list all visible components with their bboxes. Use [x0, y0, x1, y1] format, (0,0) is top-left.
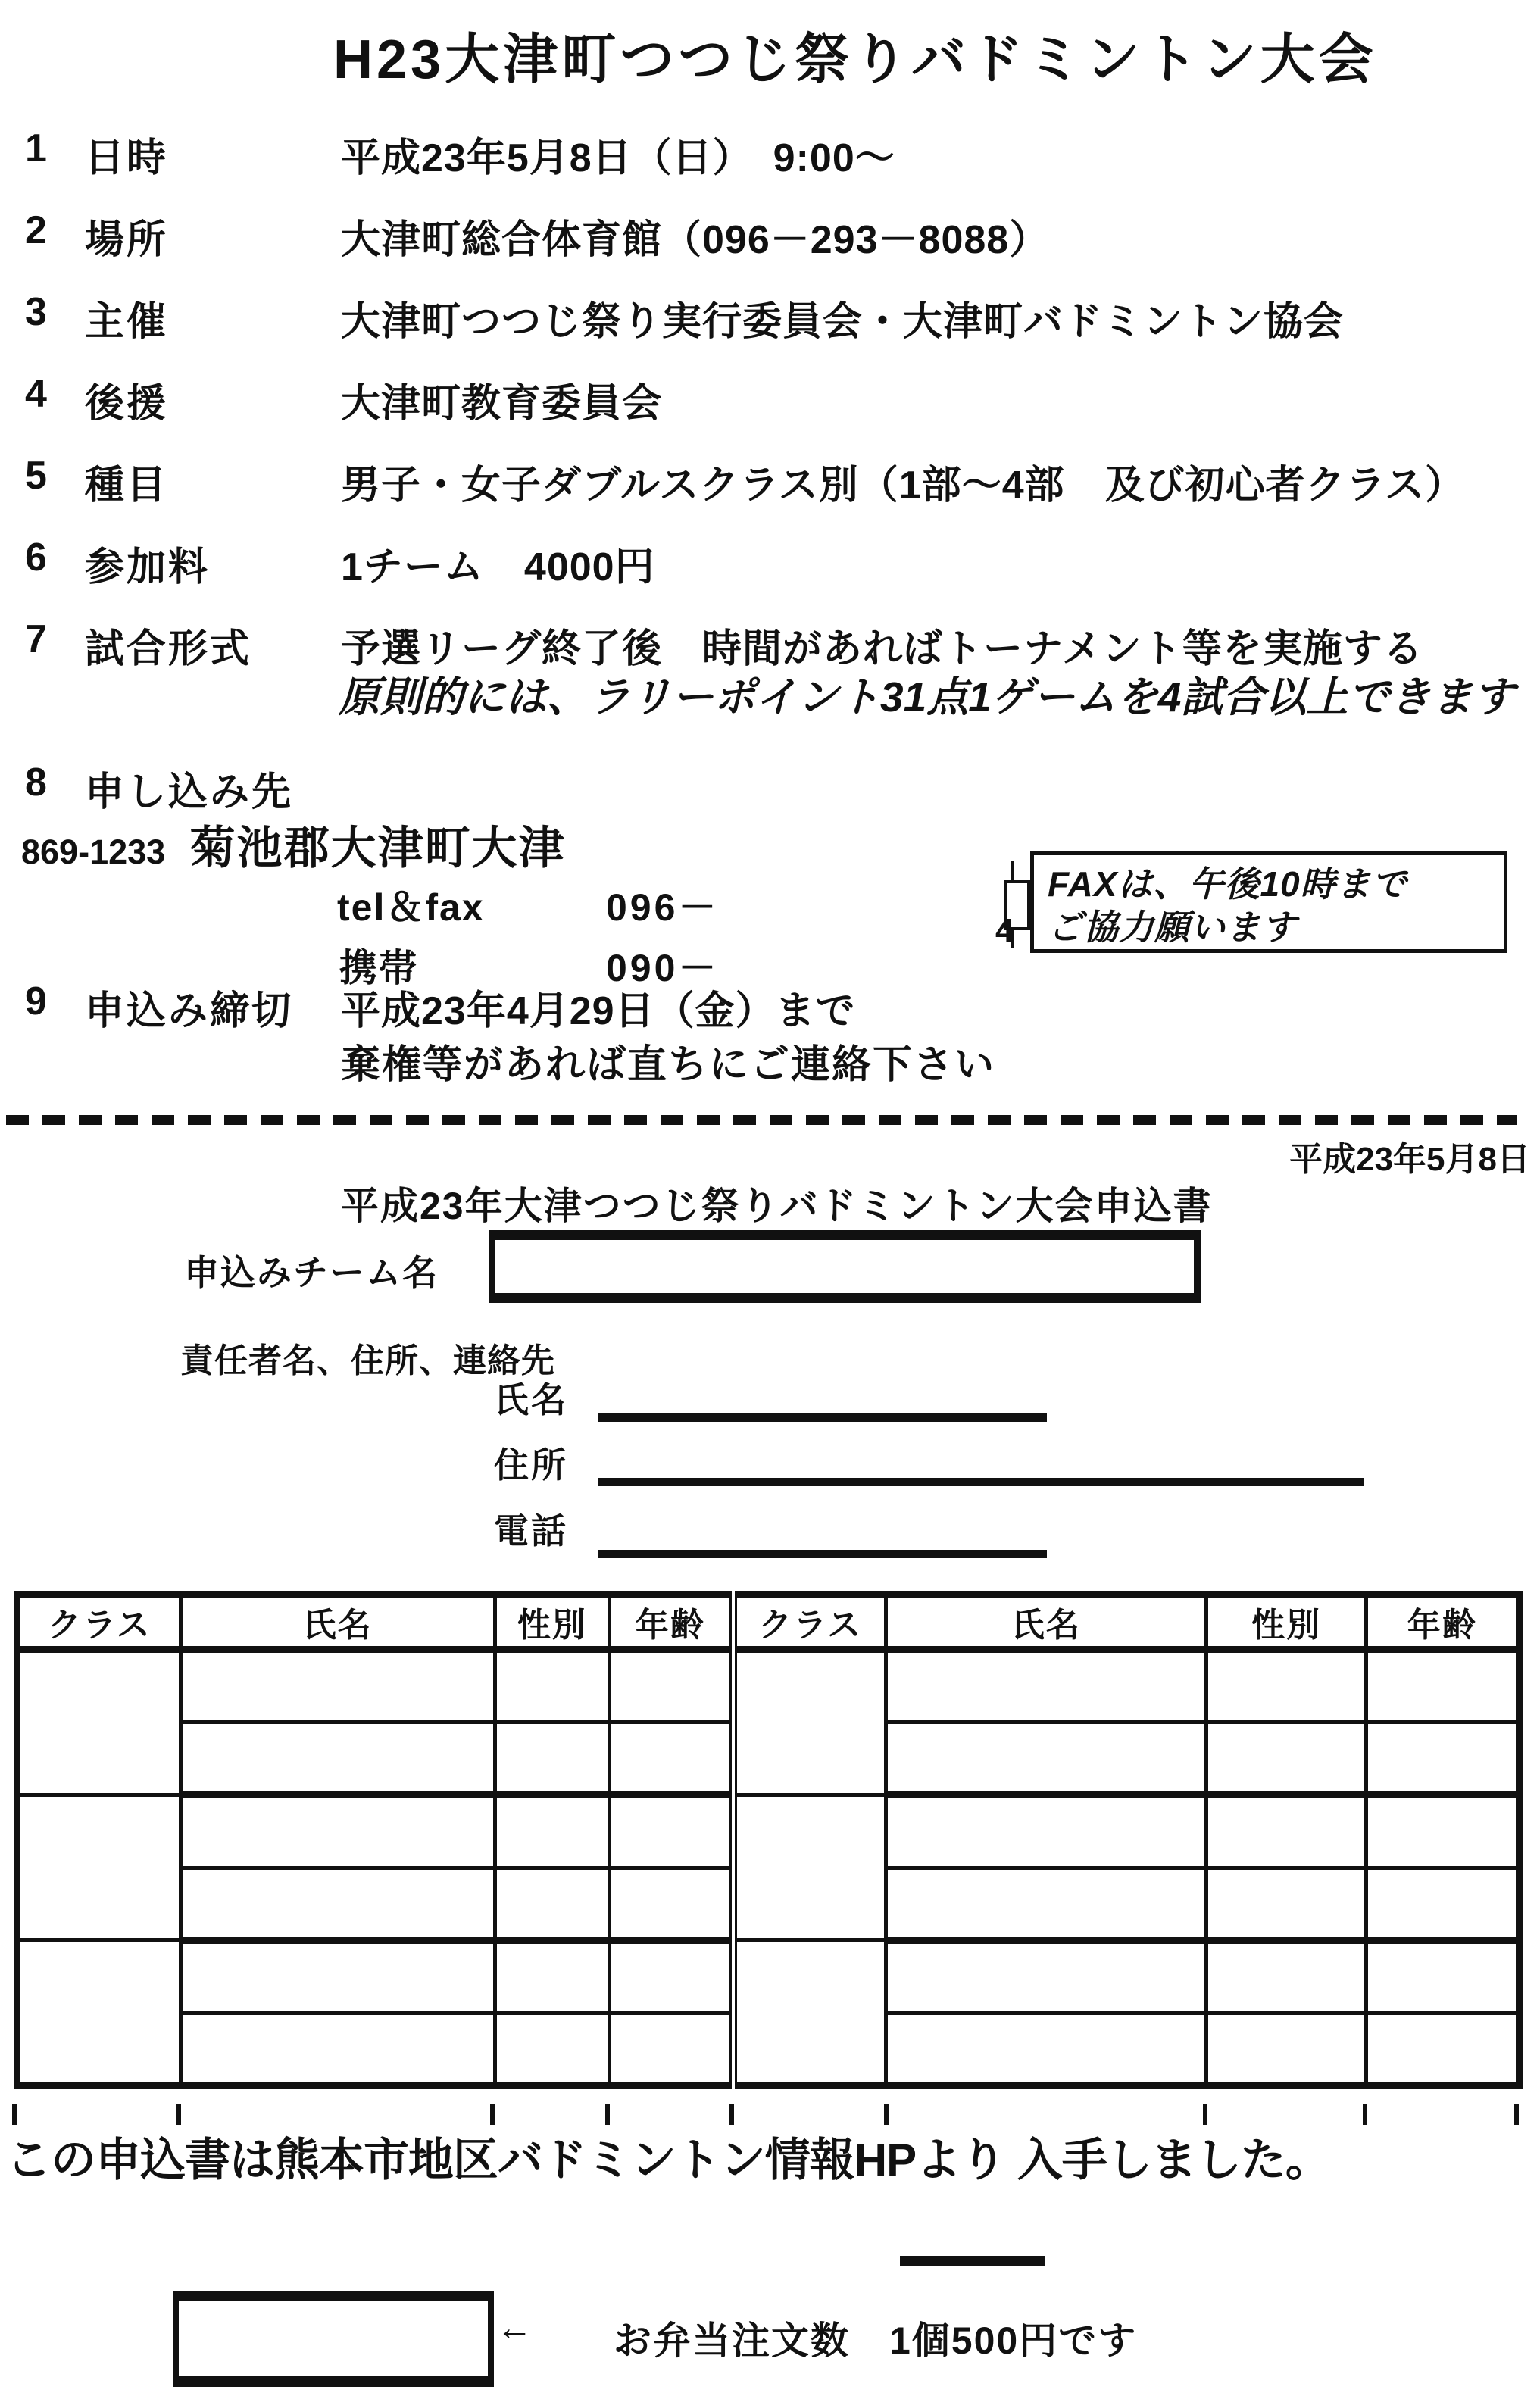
- age-cell[interactable]: [1367, 1941, 1520, 2013]
- roster-row: [17, 1650, 1520, 1723]
- item-number: 8: [25, 761, 47, 804]
- sex-cell[interactable]: [495, 1795, 609, 1868]
- sex-cell[interactable]: [1206, 1723, 1367, 1795]
- age-cell[interactable]: [609, 1723, 733, 1795]
- item-number: 7: [25, 617, 47, 661]
- sex-cell[interactable]: [495, 1941, 609, 2013]
- age-cell[interactable]: [1367, 2013, 1520, 2086]
- player-roster-table: [14, 1591, 1523, 2089]
- fax-note-line1: FAXは、午後10時まで: [1048, 864, 1407, 904]
- item-value: 大津町つつじ祭り実行委員会・大津町バドミントン協会: [341, 300, 1344, 344]
- roster-row: [17, 1941, 1520, 2013]
- match-format-note: 原則的には、ラリーポイント31点1ゲームを4試合以上できます: [339, 673, 1515, 720]
- class-cell[interactable]: [733, 1941, 886, 2086]
- phone-field-label: 電話: [494, 1511, 568, 1551]
- item-number: 4: [25, 372, 47, 416]
- item-label: 日時: [85, 136, 169, 180]
- item-number: 6: [25, 536, 47, 579]
- sex-cell[interactable]: [1206, 1941, 1367, 2013]
- sex-cell[interactable]: [1206, 1795, 1367, 1868]
- sex-cell[interactable]: [495, 1868, 609, 1941]
- name-cell[interactable]: [180, 1941, 495, 2013]
- application-form-title: 平成23年大津つつじ祭りバドミントン大会申込書: [341, 1185, 1213, 1227]
- item-label: 参加料: [85, 545, 211, 589]
- age-cell[interactable]: [1367, 1795, 1520, 1868]
- item-value: 男子・女子ダブルスクラス別（1部～4部 及び初心者クラス）: [341, 464, 1466, 508]
- class-cell[interactable]: [17, 1650, 181, 1795]
- left-arrow-icon: ←: [496, 2308, 533, 2348]
- mobile-value: 090－: [606, 947, 720, 989]
- name-cell[interactable]: [886, 2013, 1206, 2086]
- tel-fax-value: 096－: [606, 886, 720, 929]
- age-cell[interactable]: [1367, 1868, 1520, 1941]
- header-sex: 性別: [1206, 1595, 1367, 1650]
- sex-cell[interactable]: [1206, 1650, 1367, 1723]
- sex-cell[interactable]: [495, 1723, 609, 1795]
- header-class: クラス: [733, 1595, 886, 1650]
- name-cell[interactable]: [180, 1868, 495, 1941]
- roster-header-row: [17, 1595, 1520, 1650]
- item-label: 後援: [85, 382, 169, 426]
- tel-fax-label: tel＆fax: [337, 886, 485, 929]
- header-age: 年齢: [1367, 1595, 1520, 1650]
- age-cell[interactable]: [609, 1795, 733, 1868]
- scan-line-stub: [605, 2104, 610, 2125]
- roster-row: [17, 1795, 1520, 1868]
- item-number: 2: [25, 208, 47, 252]
- sex-cell[interactable]: [1206, 1868, 1367, 1941]
- source-note: この申込書は熊本市地区バドミントン情報HPより 入手しました。: [6, 2135, 1330, 2185]
- address-field-line[interactable]: [598, 1478, 1364, 1486]
- scan-line-stub: [729, 2104, 734, 2125]
- document-title: H23大津町つつじ祭りバドミントン大会: [333, 30, 1377, 90]
- item-label: 種目: [85, 464, 169, 508]
- short-underline: [900, 2256, 1045, 2266]
- item-label: 申込み締切: [85, 989, 294, 1033]
- header-class: クラス: [17, 1595, 181, 1650]
- item-number: 5: [25, 454, 47, 498]
- age-cell[interactable]: [609, 1941, 733, 2013]
- postal-code: 869-1233: [21, 832, 166, 871]
- sex-cell[interactable]: [1206, 2013, 1367, 2086]
- name-cell[interactable]: [886, 1723, 1206, 1795]
- mobile-label: 携帯: [339, 947, 418, 989]
- item-label: 申し込み先: [85, 770, 294, 814]
- manager-info-label: 責任者名、住所、連絡先: [180, 1342, 555, 1379]
- item-label: 場所: [85, 218, 169, 262]
- item-label: 試合形式: [85, 627, 252, 671]
- name-cell[interactable]: [180, 1795, 495, 1868]
- item-number: 1: [25, 127, 47, 170]
- header-name: 氏名: [886, 1595, 1206, 1650]
- sex-cell[interactable]: [495, 1650, 609, 1723]
- item-value: 大津町教育委員会: [341, 382, 663, 426]
- phone-field-line[interactable]: [598, 1550, 1047, 1558]
- contact-address-row: [21, 812, 566, 877]
- class-cell[interactable]: [17, 1941, 181, 2086]
- team-name-label: 申込みチーム名: [184, 1253, 439, 1292]
- class-cell[interactable]: [733, 1795, 886, 1941]
- name-cell[interactable]: [886, 1941, 1206, 2013]
- scan-line-stub: [1203, 2104, 1207, 2125]
- bento-order-note: お弁当注文数 1個500円です: [614, 2319, 1138, 2362]
- address: 菊池郡大津町大津: [189, 823, 566, 873]
- age-cell[interactable]: [609, 1868, 733, 1941]
- item-value: 平成23年5月8日（日） 9:00～: [341, 136, 895, 180]
- item-value: 大津町総合体育館（096－293－8088）: [341, 218, 1050, 262]
- scan-line-stub: [12, 2104, 17, 2125]
- sex-cell[interactable]: [495, 2013, 609, 2086]
- scan-line-stub: [490, 2104, 495, 2125]
- name-cell[interactable]: [180, 2013, 495, 2086]
- fax-note-line2: ご協力願います: [1048, 907, 1297, 947]
- name-field-label: 氏名: [494, 1380, 568, 1420]
- bento-count-input-box[interactable]: [173, 2291, 494, 2387]
- issue-date: 平成23年5月8日: [1289, 1141, 1530, 1178]
- item-value: 平成23年4月29日（金）まで: [341, 989, 856, 1033]
- cut-separator-line: [6, 1115, 1517, 1125]
- age-cell[interactable]: [1367, 1723, 1520, 1795]
- item-value: 1チーム 4000円: [341, 545, 655, 589]
- age-cell[interactable]: [609, 2013, 733, 2086]
- name-cell[interactable]: [886, 1795, 1206, 1868]
- item-label: 主催: [85, 300, 169, 344]
- name-cell[interactable]: [886, 1650, 1206, 1723]
- name-cell[interactable]: [180, 1723, 495, 1795]
- scan-line-stub: [1363, 2104, 1367, 2125]
- header-age: 年齢: [609, 1595, 733, 1650]
- item-number: 3: [25, 290, 47, 334]
- scan-line-stub: [1514, 2104, 1519, 2125]
- header-sex: 性別: [495, 1595, 609, 1650]
- age-cell[interactable]: [1367, 1650, 1520, 1723]
- class-cell[interactable]: [733, 1650, 886, 1795]
- scan-artifact-digit: 4: [995, 912, 1014, 949]
- scan-line-stub: [176, 2104, 181, 2125]
- name-field-line[interactable]: [598, 1413, 1047, 1422]
- name-cell[interactable]: [886, 1868, 1206, 1941]
- age-cell[interactable]: [609, 1650, 733, 1723]
- fax-hours-note-box: [1030, 851, 1507, 953]
- address-field-label: 住所: [494, 1445, 568, 1485]
- name-cell[interactable]: [180, 1650, 495, 1723]
- team-name-input-box[interactable]: [489, 1230, 1201, 1303]
- item-number: 9: [25, 979, 47, 1023]
- scan-line-stub: [884, 2104, 889, 2125]
- header-name: 氏名: [180, 1595, 495, 1650]
- item-value: 予選リーグ終了後 時間があればトーナメント等を実施する: [341, 627, 1423, 671]
- deadline-note: 棄権等があれば直ちにご連絡下さい: [341, 1043, 996, 1087]
- class-cell[interactable]: [17, 1795, 181, 1941]
